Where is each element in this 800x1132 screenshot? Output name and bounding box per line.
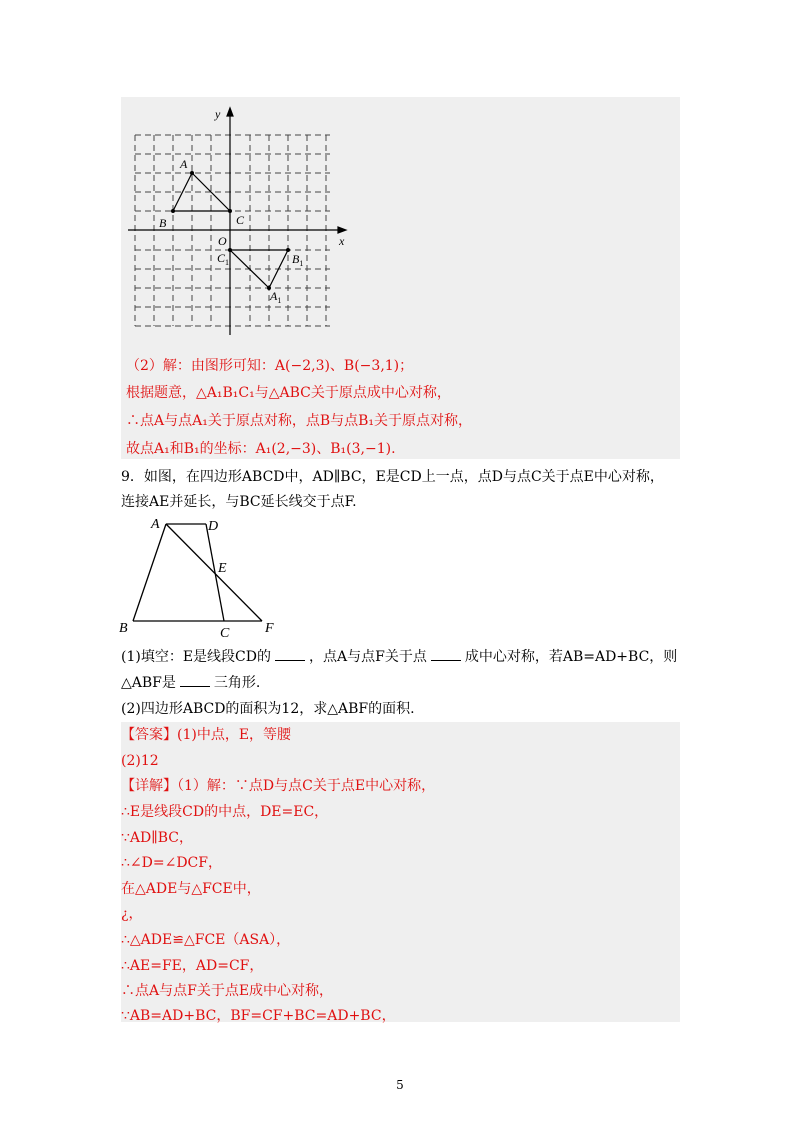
x-axis-arrow bbox=[338, 227, 346, 233]
solution8-line4: 故点A₁和B₁的坐标：A₁(2,−3)、B₁(3,−1). bbox=[126, 441, 396, 457]
blank-1[interactable] bbox=[275, 648, 305, 661]
answer-line11: ∴点A与点F关于点E成中心对称， bbox=[121, 983, 334, 999]
answer-line7: 在△ADE与△FCE中， bbox=[121, 881, 261, 897]
answer-line9: ∴△ADE≌△FCE（ASA）， bbox=[121, 932, 291, 948]
trapezoid-figure bbox=[115, 512, 285, 642]
q9-stem-line2: 连接AE并延长，与BC延长线交于点F. bbox=[121, 494, 357, 510]
answer-line12: ∵AB=AD+BC，BF=CF+BC=AD+BC， bbox=[121, 1008, 396, 1024]
answer-line8: ¿， bbox=[121, 906, 143, 922]
label-a: A bbox=[180, 157, 188, 171]
label-c1: $C_1$ bbox=[217, 251, 230, 267]
label-b1: $B_1$ bbox=[292, 252, 304, 268]
answer-line6: ∴∠D=∠DCF， bbox=[121, 855, 222, 871]
answer-line2: (2)12 bbox=[121, 753, 159, 769]
label-e: E bbox=[218, 561, 227, 576]
label-a1: $A_1$ bbox=[270, 289, 282, 305]
answer-line3: 【详解】（1）解：∵点D与点C关于点E中心对称， bbox=[121, 778, 436, 794]
label-c: C bbox=[220, 626, 230, 641]
q9-part1: (1)填空：E是线段CD的 ，点A与点F关于点 成中心对称，若AB=AD+BC，则 bbox=[121, 649, 678, 665]
solution8-line1: （2）解：由图形可知：A(−2,3)、B(−3,1)； bbox=[126, 358, 414, 374]
label-o: O bbox=[218, 234, 227, 248]
answer-line4: ∴E是线段CD的中点，DE=EC， bbox=[121, 804, 329, 820]
label-f: F bbox=[265, 621, 274, 636]
q9-part2: (2)四边形ABCD的面积为12，求△ABF的面积. bbox=[121, 701, 415, 717]
solution8-line2: 根据题意，△A₁B₁C₁与△ABC关于原点成中心对称， bbox=[126, 385, 451, 401]
label-y: y bbox=[215, 107, 221, 121]
answer-line1: 【答案】(1)中点，E，等腰 bbox=[121, 727, 292, 743]
q9-stem-line1: 9．如图，在四边形ABCD中，AD∥BC，E是CD上一点，点D与点C关于点E中心对称， bbox=[121, 469, 664, 485]
solution8-line3: ∴点A与点A₁关于原点对称，点B与点B₁关于原点对称， bbox=[126, 413, 473, 429]
page-number: 5 bbox=[396, 1078, 404, 1092]
label-b: B bbox=[159, 216, 167, 230]
label-b: B bbox=[119, 621, 128, 636]
blank-3[interactable] bbox=[180, 674, 210, 687]
q9-part1-cont: △ABF是 三角形. bbox=[121, 675, 261, 691]
y-axis-arrow bbox=[227, 108, 233, 116]
answer-line5: ∵AD∥BC， bbox=[121, 830, 193, 846]
label-a: A bbox=[151, 517, 160, 532]
answer-line10: ∴AE=FE，AD=CF， bbox=[121, 958, 264, 974]
label-d: D bbox=[208, 519, 219, 534]
triangle-abc bbox=[173, 173, 230, 211]
blank-2[interactable] bbox=[431, 648, 461, 661]
label-c: C bbox=[236, 213, 245, 227]
coordinate-grid-figure bbox=[121, 97, 361, 347]
label-x: x bbox=[339, 234, 345, 248]
segment-ab bbox=[133, 524, 166, 621]
segment-af bbox=[166, 524, 262, 621]
